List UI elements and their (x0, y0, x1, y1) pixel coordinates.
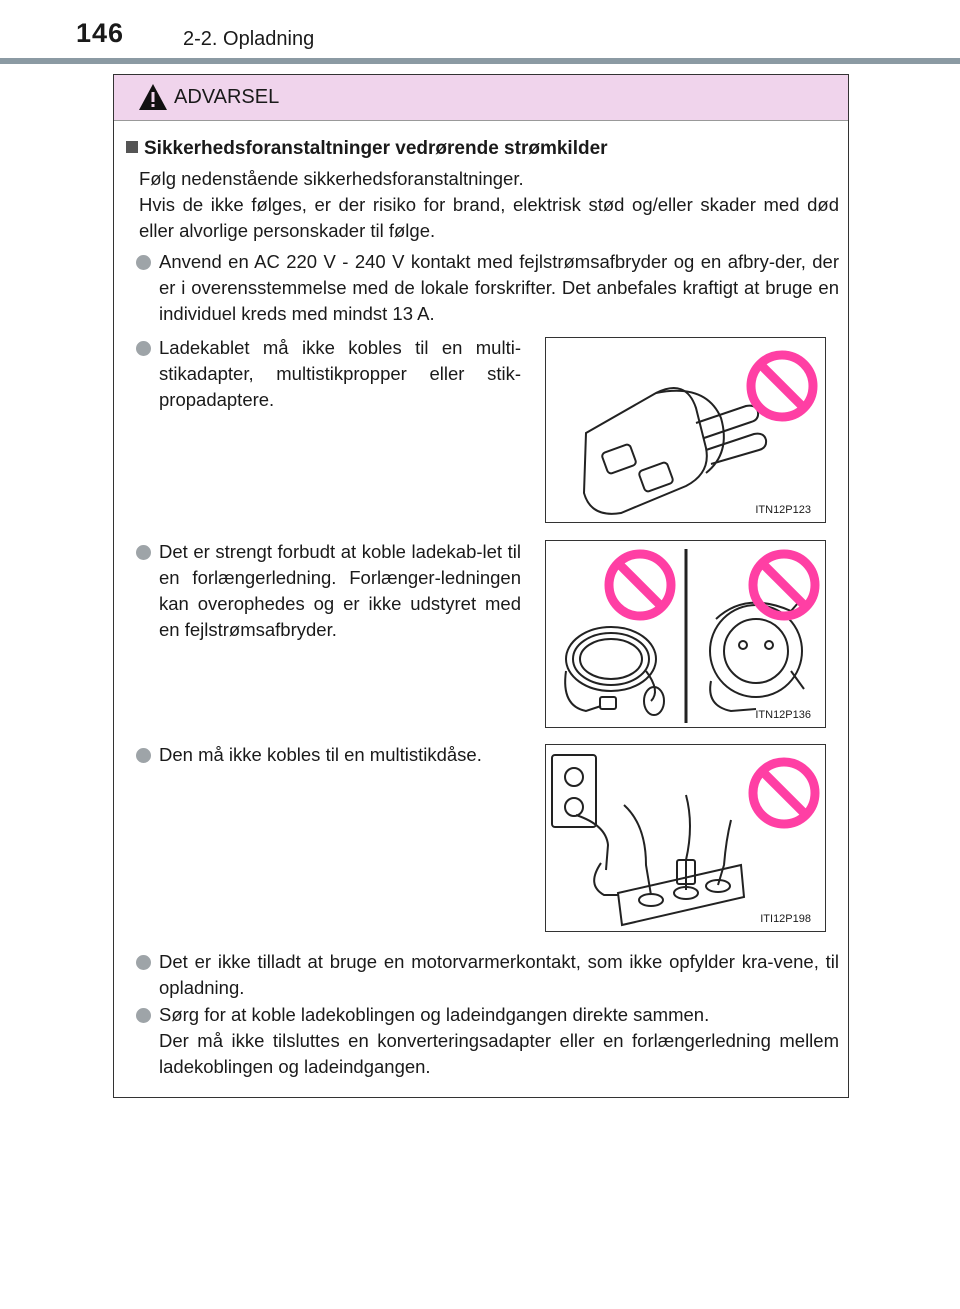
intro-line-1: Følg nedenstående sikkerhedsforanstaltninger. (139, 168, 524, 189)
bullet-direct-connect: Sørg for at koble ladekoblingen og ladeindgangen direkte sammen. (159, 1004, 710, 1025)
page-number: 146 (76, 18, 125, 48)
bullet-dot (136, 341, 151, 356)
warning-header (114, 75, 848, 121)
figure-code: ITI12P198 (760, 913, 811, 925)
bullet-direct-connect-detail: Der må ikke tilsluttes en konverteringsadapter eller en forlængerledning mellem ladekoblingen og ladeindgangen. (159, 1030, 839, 1077)
warning-box (113, 74, 849, 1098)
warning-label: ADVARSEL (174, 86, 280, 108)
prohibition-icon (746, 350, 818, 422)
warning-heading (126, 138, 608, 160)
intro-line-2: Hvis de ikke følges, er der risiko for brand, elektrisk stød og/eller skader med død eller alvorlige personskader til følge. (139, 194, 839, 241)
figure-plug-adapter (545, 337, 826, 523)
warning-heading-text: Sikkerhedsforanstaltninger vedrørende strømkilder (144, 138, 608, 159)
bullet-power-strip: Den må ikke kobles til en multistikdåse. (159, 744, 482, 765)
bullet-multiadapter: Ladekablet må ikke kobles til en multi-stikadapter, multistikpropper eller stik-propadaptere. (159, 337, 521, 410)
section-title: 2-2. Opladning (183, 28, 315, 50)
page-header (0, 0, 960, 64)
bullet-dot (136, 255, 151, 270)
warning-triangle-icon (138, 83, 168, 111)
bullet-dot (136, 1008, 151, 1023)
bullet-dot (136, 955, 151, 970)
prohibition-icon (748, 757, 820, 829)
figure-code: ITN12P123 (755, 504, 811, 516)
header-rule (0, 58, 960, 64)
figure-power-strip (545, 744, 826, 932)
bullet-ac-outlet: Anvend en AC 220 V - 240 V kontakt med fejlstrømsafbryder og en afbry-der, der er i overensstemmelse med de lokale forskrifter. Det anbefales kraftigt at bruge en individuel kreds med mindst 13 A. (159, 251, 839, 324)
square-bullet-icon (126, 141, 138, 153)
prohibition-icon (748, 549, 820, 621)
bullet-engine-heater: Det er ikke tilladt at bruge en motorvarmerkontakt, som ikke opfylder kra-vene, til opladning. (159, 951, 839, 998)
bullet-dot (136, 748, 151, 763)
bullet-extension-cord: Det er strengt forbudt at koble ladekab-let til en forlængerledning. Forlænger-ledningen kan overophedes og er ikke udstyret med en fejlstrømsafbryder. (159, 541, 521, 640)
figure-extension-cord (545, 540, 826, 728)
bullet-dot (136, 545, 151, 560)
figure-code: ITN12P136 (755, 709, 811, 721)
prohibition-icon (604, 549, 676, 621)
